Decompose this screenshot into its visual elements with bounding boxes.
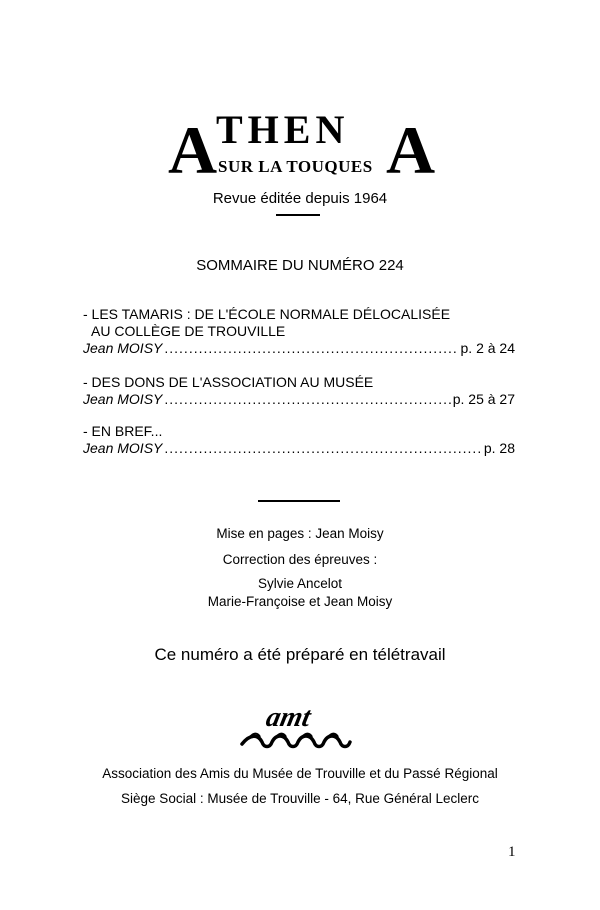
summary-title: SOMMAIRE DU NUMÉRO 224 bbox=[196, 257, 404, 274]
toc-entry-title: AU COLLÈGE DE TROUVILLE bbox=[91, 323, 286, 339]
amt-logo bbox=[240, 702, 360, 752]
toc-leader bbox=[164, 340, 458, 357]
proofing-label: Correction des épreuves : bbox=[222, 552, 378, 567]
masthead-title: THEN bbox=[216, 107, 350, 152]
toc-leader bbox=[164, 391, 450, 408]
toc-entry bbox=[83, 306, 515, 357]
proofreader: Marie-Françoise et Jean Moisy bbox=[207, 594, 393, 609]
masthead-letter-left: A bbox=[168, 112, 218, 188]
masthead-letter-right: A bbox=[386, 112, 436, 188]
toc-leader bbox=[164, 440, 481, 457]
toc-entry-title: - LES TAMARIS : DE L'ÉCOLE NORMALE DÉLOCALISÉE bbox=[83, 306, 451, 322]
toc-entry-title: - DES DONS DE L'ASSOCIATION AU MUSÉE bbox=[83, 374, 374, 390]
toc-entry-author: Jean MOISY bbox=[83, 340, 163, 356]
toc-entry bbox=[83, 423, 515, 457]
association-address: Siège Social : Musée de Trouville - 64, Rue Général Leclerc bbox=[121, 791, 479, 806]
divider bbox=[276, 214, 320, 216]
toc-entry-pages: p. 28 bbox=[483, 440, 515, 456]
toc-entry-pages: p. 2 à 24 bbox=[460, 340, 515, 356]
svg-text:amt: amt bbox=[263, 702, 314, 733]
toc-entry-author: Jean MOISY bbox=[83, 391, 163, 407]
proofreader: Sylvie Ancelot bbox=[257, 576, 343, 591]
tagline: Revue éditée depuis 1964 bbox=[212, 190, 388, 207]
toc-entry-author: Jean MOISY bbox=[83, 440, 163, 456]
telework-note: Ce numéro a été préparé en télétravail bbox=[154, 645, 446, 664]
toc-entry bbox=[83, 374, 515, 408]
association-name: Association des Amis du Musée de Trouville et du Passé Régional bbox=[102, 766, 498, 781]
layout-credit: Mise en pages : Jean Moisy bbox=[216, 526, 384, 541]
amt-wave-logo bbox=[240, 702, 360, 752]
divider bbox=[258, 500, 340, 502]
masthead-subtitle: SUR LA TOUQUES bbox=[218, 157, 373, 176]
page-number: 1 bbox=[508, 844, 516, 860]
toc-entry-pages: p. 25 à 27 bbox=[452, 391, 515, 407]
masthead bbox=[168, 108, 448, 188]
toc-entry-title: - EN BREF... bbox=[83, 423, 163, 439]
